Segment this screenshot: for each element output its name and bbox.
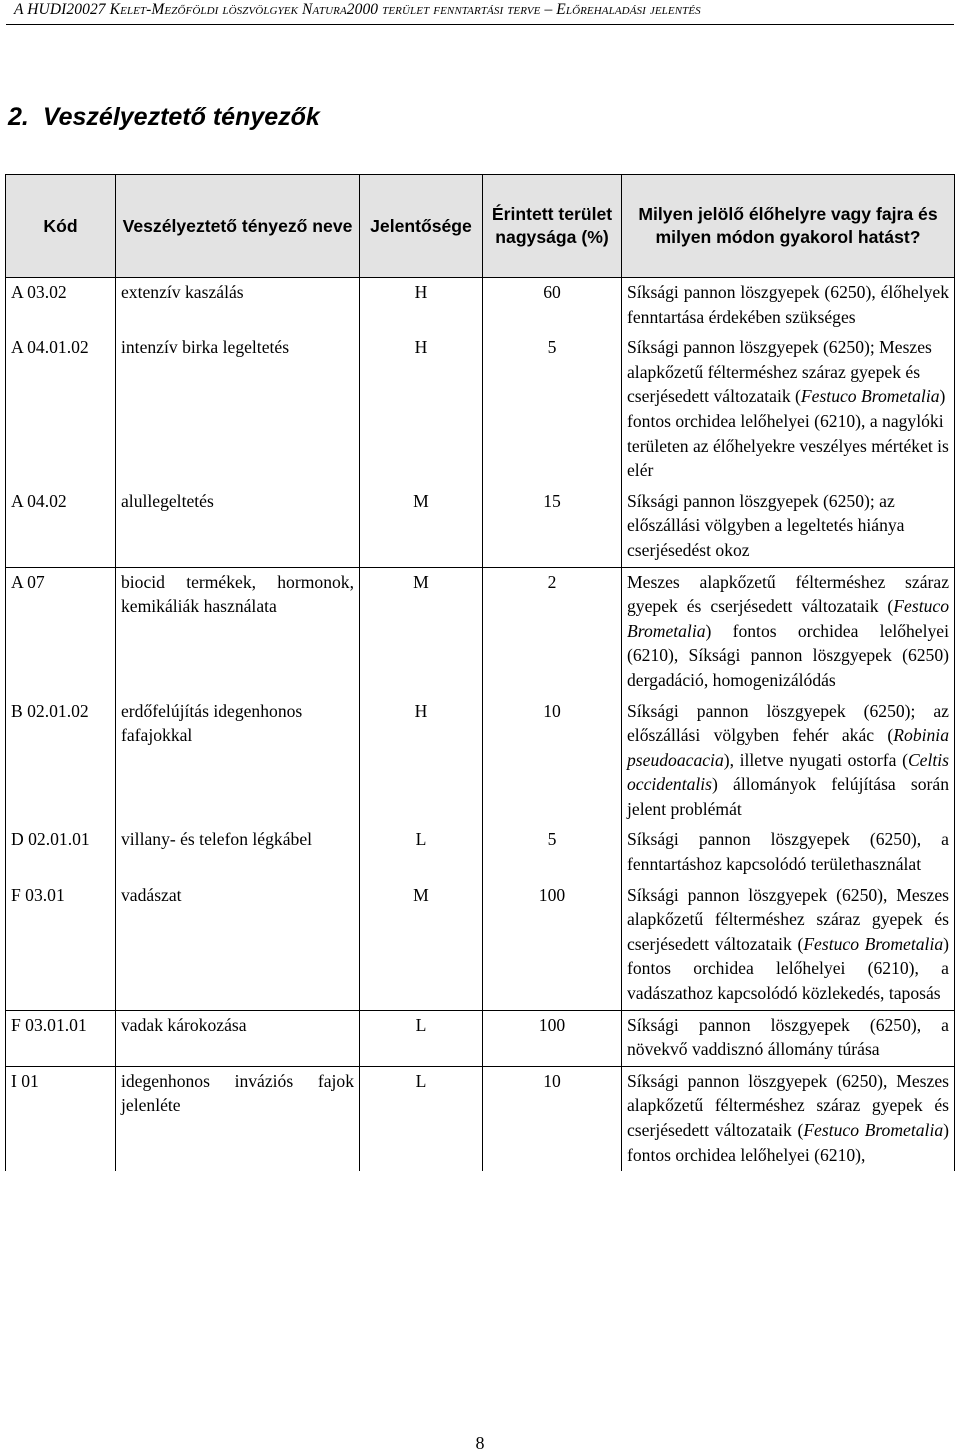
- threat-impact: [622, 697, 955, 826]
- table-body: [6, 278, 955, 1172]
- impact-text: Meszes alapkőzetű félterméshez száraz gyepek és cserjésedett változataik (: [627, 571, 949, 617]
- impact-text: Síksági pannon löszgyepek (6250); az előszállási völgyben a legeltetés hiánya cserjésedést okoz: [627, 490, 905, 560]
- species-name: Robinia pseudoacacia: [627, 725, 949, 770]
- table-row: [6, 567, 955, 696]
- species-name: Festuco Brometalia: [800, 386, 940, 407]
- threat-code: B 02.01.02: [6, 697, 116, 826]
- column-header-code: Kód: [6, 175, 116, 278]
- table-row: [6, 825, 955, 880]
- threat-area: 10: [483, 697, 622, 826]
- threat-significance: M: [360, 567, 483, 696]
- threat-name: idegenhonos inváziós fajok jelenléte: [116, 1066, 360, 1171]
- impact-text: Síksági pannon löszgyepek (6250), a növekvő vaddisznó állomány túrása: [627, 1014, 949, 1060]
- threat-impact: [622, 881, 955, 1010]
- threat-name: vadászat: [116, 881, 360, 1010]
- table-row: [6, 487, 955, 567]
- page-number: 8: [475, 1433, 485, 1453]
- threat-significance: M: [360, 487, 483, 567]
- species-name: Festuco Brometalia: [803, 933, 944, 954]
- impact-text: Síksági pannon löszgyepek (6250), Meszes alapkőzetű félterméshez száraz gyepek és cserjésedett változataik (: [627, 1070, 949, 1140]
- threat-code: F 03.01.01: [6, 1010, 116, 1066]
- threat-code: F 03.01: [6, 881, 116, 1010]
- column-header-area: Érintett terület nagysága (%): [483, 175, 622, 278]
- header-divider: [6, 24, 954, 25]
- impact-text: Síksági pannon löszgyepek (6250), élőhelyek fenntartása érdekében szükséges: [627, 282, 949, 327]
- impact-text: ) állományok felújítása során jelent problémát: [627, 774, 949, 819]
- page-header: A HUDI20027 Kelet-Mezőföldi löszvölgyek Natura2000 terület fenntartási terve – Előrehaladási jelentés: [14, 1, 701, 18]
- threat-code: A 03.02: [6, 278, 116, 334]
- table-row: [6, 1010, 955, 1066]
- threat-significance: H: [360, 278, 483, 334]
- threat-impact: [622, 567, 955, 696]
- table-row: [6, 697, 955, 826]
- column-header-name: Veszélyeztető tényező neve: [116, 175, 360, 278]
- threat-significance: H: [360, 697, 483, 826]
- threat-area: 2: [483, 567, 622, 696]
- species-name: Celtis occidentalis: [627, 749, 949, 795]
- threat-impact: [622, 333, 955, 487]
- impact-text: ) fontos orchidea lelőhelyei (6210), a nagylóki területen az élőhelyekre veszélyes mértéket is elér: [627, 386, 949, 481]
- impact-text: Síksági pannon löszgyepek (6250); Meszes alapkőzetű félterméshez száraz gyepek és cserjésedett változataik (: [627, 337, 932, 407]
- threat-area: 5: [483, 333, 622, 487]
- threat-name: intenzív birka legeltetés: [116, 333, 360, 487]
- threat-impact: [622, 487, 955, 567]
- threat-name: villany- és telefon légkábel: [116, 825, 360, 880]
- threat-name: extenzív kaszálás: [116, 278, 360, 334]
- impact-text: ) fontos orchidea lelőhelyei (6210), Síksági pannon löszgyepek (6250) dergadáció, homogenizálódás: [627, 620, 949, 690]
- threat-area: 100: [483, 881, 622, 1010]
- impact-text: Síksági pannon löszgyepek (6250), a fenntartáshoz kapcsolódó területhasználat: [627, 829, 949, 875]
- threat-area: 10: [483, 1066, 622, 1171]
- threat-impact: [622, 1066, 955, 1171]
- threats-table: [5, 174, 955, 1171]
- table-row: [6, 881, 955, 1010]
- threat-significance: L: [360, 1066, 483, 1171]
- threat-code: A 04.01.02: [6, 333, 116, 487]
- impact-text: ), illetve nyugati ostorfa (: [723, 749, 908, 770]
- threat-name: alullegeltetés: [116, 487, 360, 567]
- table-row: [6, 278, 955, 334]
- threat-significance: L: [360, 825, 483, 880]
- table-row: [6, 1066, 955, 1171]
- threat-name: vadak károkozása: [116, 1010, 360, 1066]
- column-header-significance: Jelentősége: [360, 175, 483, 278]
- threat-area: 100: [483, 1010, 622, 1066]
- threat-impact: [622, 278, 955, 334]
- column-header-impact: Milyen jelölő élőhelyre vagy fajra és milyen módon gyakorol hatást?: [622, 175, 955, 278]
- impact-text: ) fontos orchidea lelőhelyei (6210),: [627, 1120, 949, 1165]
- threat-area: 60: [483, 278, 622, 334]
- threat-name: erdőfelújítás idegenhonos fafajokkal: [116, 697, 360, 826]
- section-title: [8, 103, 320, 132]
- threat-impact: [622, 1010, 955, 1066]
- threat-significance: M: [360, 881, 483, 1010]
- table-header-row: [6, 175, 955, 278]
- table-row: [6, 333, 955, 487]
- threat-code: A 07: [6, 567, 116, 696]
- species-name: Festuco Brometalia: [627, 596, 949, 641]
- threat-code: D 02.01.01: [6, 825, 116, 880]
- threat-code: I 01: [6, 1066, 116, 1171]
- threat-significance: H: [360, 333, 483, 487]
- threat-area: 5: [483, 825, 622, 880]
- species-name: Festuco Brometalia: [803, 1120, 944, 1140]
- impact-text: Síksági pannon löszgyepek (6250), Meszes alapkőzetű félterméshez száraz gyepek és cserjésedett változataik (: [627, 884, 949, 954]
- section-number: 2.: [8, 103, 29, 131]
- threat-code: A 04.02: [6, 487, 116, 567]
- threat-impact: [622, 825, 955, 880]
- threat-significance: L: [360, 1010, 483, 1066]
- threat-name: biocid termékek, hormonok, kemikáliák használata: [116, 567, 360, 696]
- threat-area: 15: [483, 487, 622, 567]
- section-heading: Veszélyeztető tényezők: [42, 103, 320, 131]
- impact-text: Síksági pannon löszgyepek (6250); az előszállási völgyben fehér akác (: [627, 700, 949, 746]
- impact-text: ) fontos orchidea lelőhelyei (6210), a vadászathoz kapcsolódó közlekedés, taposás: [627, 933, 949, 1004]
